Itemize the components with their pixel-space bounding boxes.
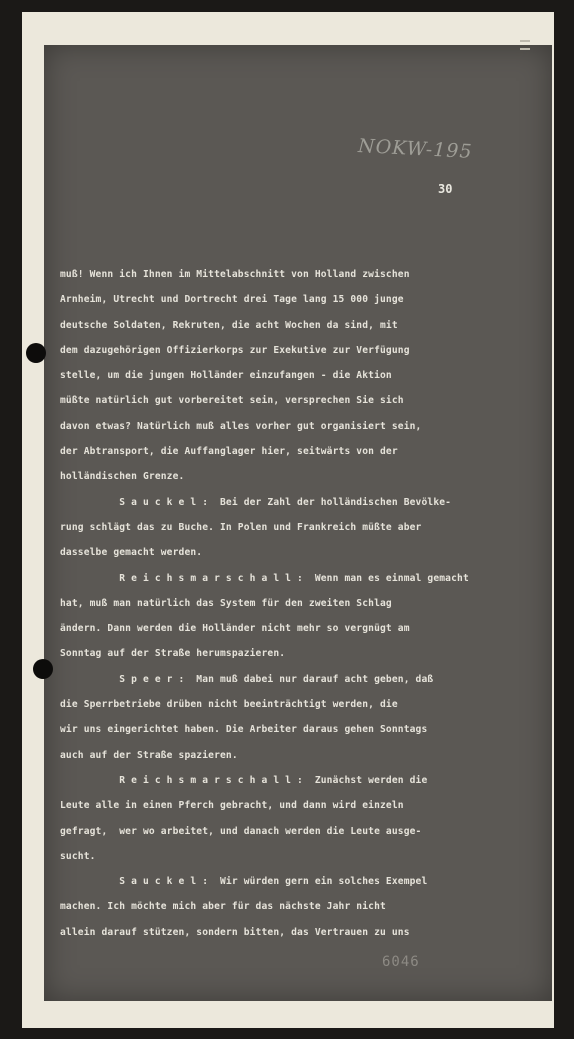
stamp-number: 6046	[382, 954, 420, 970]
text-line: stelle, um die jungen Holländer einzufangen - die Aktion	[60, 370, 392, 382]
text-line: deutsche Soldaten, Rekruten, die acht Wochen da sind, mit	[60, 319, 398, 331]
text-line: müßte natürlich gut vorbereitet sein, versprechen Sie sich	[60, 395, 404, 407]
text-line: S p e e r : Man muß dabei nur darauf acht geben, daß	[60, 673, 434, 685]
text-line: ändern. Dann werden die Holländer nicht mehr so vergnügt am	[60, 623, 410, 635]
text-line: machen. Ich möchte mich aber für das nächste Jahr nicht	[60, 901, 386, 913]
text-line: auch auf der Straße spazieren.	[60, 749, 238, 761]
text-line: S a u c k e l : Bei der Zahl der holländischen Bevölke-	[60, 496, 452, 508]
edge-mark	[520, 48, 530, 50]
text-line: rung schlägt das zu Buche. In Polen und Frankreich müßte aber	[60, 521, 422, 533]
text-line: muß! Wenn ich Ihnen im Mittelabschnitt von Holland zwischen	[60, 269, 410, 280]
text-line: sucht.	[60, 850, 96, 862]
edge-mark	[520, 40, 530, 42]
text-line: dasselbe gemacht werden.	[60, 547, 203, 559]
text-line: R e i c h s m a r s c h a l l : Zunächst werden die	[60, 774, 428, 786]
text-line: davon etwas? Natürlich muß alles vorher gut organisiert sein,	[60, 420, 422, 432]
page-number: 30	[438, 182, 453, 196]
text-line: allein darauf stützen, sondern bitten, das Vertrauen zu uns	[60, 926, 410, 938]
text-line: gefragt, wer wo arbeitet, und danach werden die Leute ausge-	[60, 825, 422, 837]
text-line: R e i c h s m a r s c h a l l : Wenn man es einmal gemacht	[60, 572, 469, 584]
text-line: die Sperrbetriebe drüben nicht beeinträchtigt werden, die	[60, 699, 398, 711]
handwritten-reference: NOKW-195	[357, 135, 474, 163]
text-line: Leute alle in einen Pferch gebracht, und dann wird einzeln	[60, 800, 404, 812]
text-line: holländischen Grenze.	[60, 471, 185, 483]
punch-hole	[33, 659, 53, 679]
punch-hole	[26, 343, 46, 363]
text-line: der Abtransport, die Auffanglager hier, seitwärts von der	[60, 446, 398, 458]
text-line: Arnheim, Utrecht und Dortrecht drei Tage lang 15 000 junge	[60, 294, 404, 306]
transcript-body	[60, 262, 500, 945]
text-line: hat, muß man natürlich das System für den zweiten Schlag	[60, 597, 392, 609]
text-line: dem dazugehörigen Offizierkorps zur Exekutive zur Verfügung	[60, 344, 410, 356]
text-line: Sonntag auf der Straße herumspazieren.	[60, 648, 286, 660]
text-line: S a u c k e l : Wir würden gern ein solches Exempel	[60, 876, 428, 888]
text-line: wir uns eingerichtet haben. Die Arbeiter daraus gehen Sonntags	[60, 724, 428, 736]
